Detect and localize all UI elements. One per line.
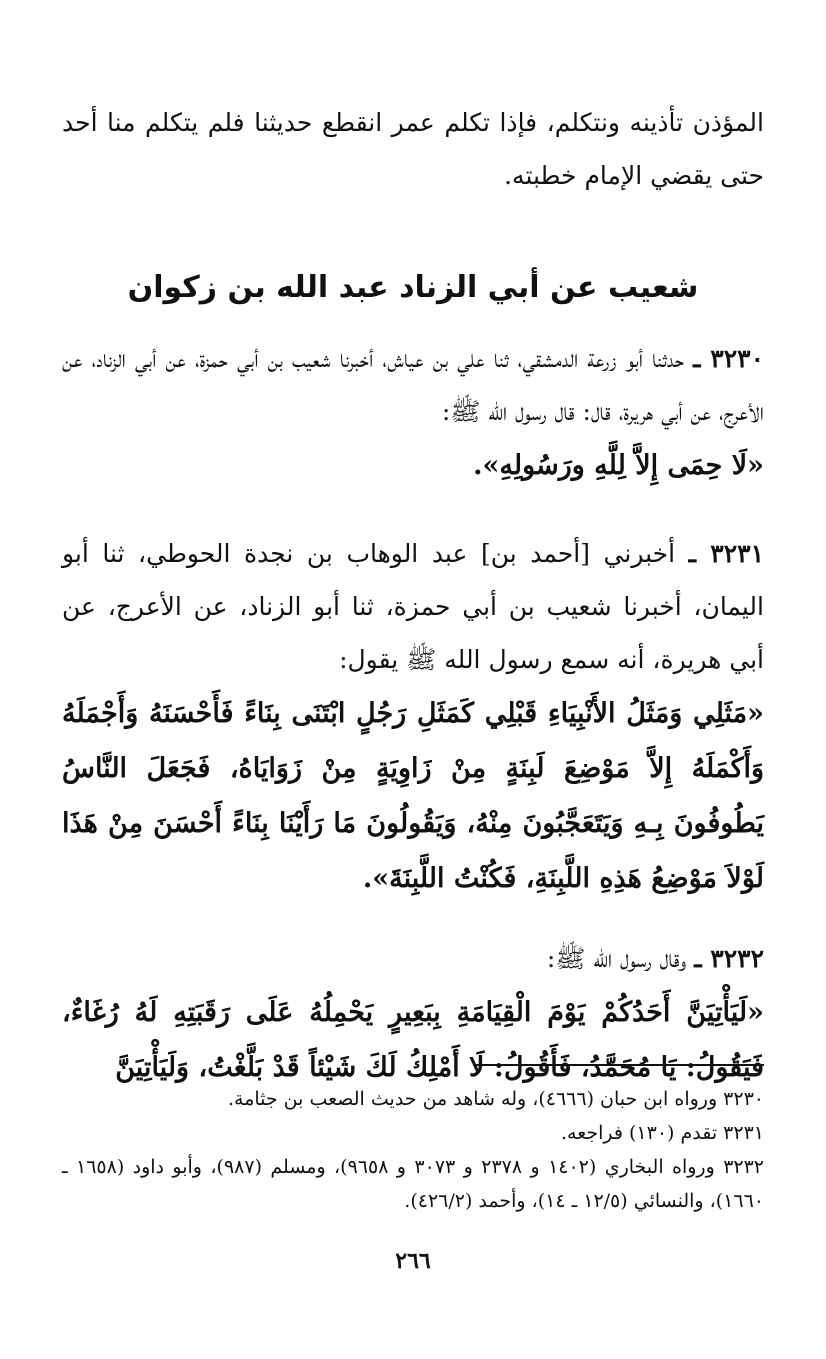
hadith-3231	[62, 527, 764, 906]
footnote-divider	[474, 1064, 764, 1066]
hadith-3230-isnad-text: حدثنا أبو زرعة الدمشقي، ثنا علي بن عياش، أخبرنا شعيب بن أبي حمزة، عن أبي الزناد، عن الأعرج، عن أبي هريرة، قال: قال رسول الله ﷺ:	[62, 344, 764, 426]
footnote-3230: ٣٢٣٠ ورواه ابن حبان (٤٦٦٦)، وله شاهد من حديث الصعب بن جثامة.	[227, 1088, 764, 1110]
hadith-3231-number: ٣٢٣١ ـ	[688, 539, 764, 568]
hadith-3231-isnad	[62, 527, 764, 686]
book-page	[62, 96, 764, 1319]
hadith-3230	[62, 332, 764, 493]
hadith-3230-matn: «لَا حِمَى إِلاَّ لِلَّهِ ورَسُولِهِ».	[473, 450, 764, 481]
footnote-3232: ٣٢٣٢ ورواه البخاري (١٤٠٢ و ٢٣٧٨ و ٣٠٧٣ و ٩٦٥٨)، ومسلم (٩٨٧)، وأبو داود (١٦٥٨ ـ ١٦٦٠)، والنسائي (١٢/٥ ـ ١٤)، وأحمد (٤٢٦/٢).	[62, 1156, 765, 1212]
hadith-3231-isnad-text: أخبرني [أحمد بن] عبد الوهاب بن نجدة الحوطي، ثنا أبو اليمان، أخبرنا شعيب بن أبي حمزة، ثنا أبو الزناد، عن الأعرج، عن أبي هريرة، أنه سمع رسول الله ﷺ يقول:	[62, 539, 764, 674]
hadith-3232-isnad	[62, 932, 764, 985]
page-number: ٢٦٦	[395, 1248, 431, 1274]
intro-paragraph: المؤذن تأذينه ونتكلم، فإذا تكلم عمر انقطع حديثنا فلم يتكلم منا أحد حتى يقضي الإمام خطبته.	[62, 108, 764, 190]
hadith-3232	[62, 932, 764, 1095]
hadith-3231-matn: «مَثَلِي وَمَثَلُ الأَنْبِيَاءِ قَبْلِي كَمَثَلِ رَجُلٍ ابْتَنَى بِنَاءً فَأَحْسَنَهُ وَأَجْمَلَهُ وَأَكْمَلَهُ إِلاَّ مَوْضِعَ لَبِنَةٍ مِنْ زَاوِيَةٍ مِنْ زَوَايَاهُ، فَجَعَلَ النَّاسُ يَطُوفُونَ بِـهِ وَيَتَعَجَّبُونَ مِنْهُ، وَيَقُولُونَ مَا رَأَيْنَا بِنَاءً أَحْسَنَ مِنْ هَذَا لَوْلاَ مَوْضِعُ هَذِهِ اللَّبِنَةِ، فَكُنْتُ اللَّبِنَةَ».	[62, 698, 764, 894]
footnote-3231: ٣٢٣١ تقدم (١٣٠) فراجعه.	[560, 1122, 764, 1144]
hadith-3232-number: ٣٢٣٢ ـ	[694, 944, 764, 973]
hadith-3232-matn: «لَيَأْتِيَنَّ أَحَدُكُمْ يَوْمَ الْقِيَامَةِ بِبَعِيرٍ يَحْمِلُهُ عَلَى رَقَبَتِهِ لَهُ رُغَاءٌ، فَيَقُولُ: يَا مُحَمَّدُ، فَأَقُولُ: لَا أَمْلِكُ لَكَ شَيْئاً قَدْ بَلَّغْتُ، وَلَيَأْتِيَنَّ	[62, 997, 764, 1083]
section-heading: شعيب عن أبي الزناد عبد الله بن زكوان	[127, 270, 699, 305]
hadith-3232-isnad-text: وقال رسول الله ﷺ:	[546, 944, 687, 973]
footnotes	[62, 1082, 764, 1218]
hadith-3230-number: ٣٢٣٠ ـ	[693, 344, 764, 373]
hadith-3230-isnad	[62, 332, 764, 438]
